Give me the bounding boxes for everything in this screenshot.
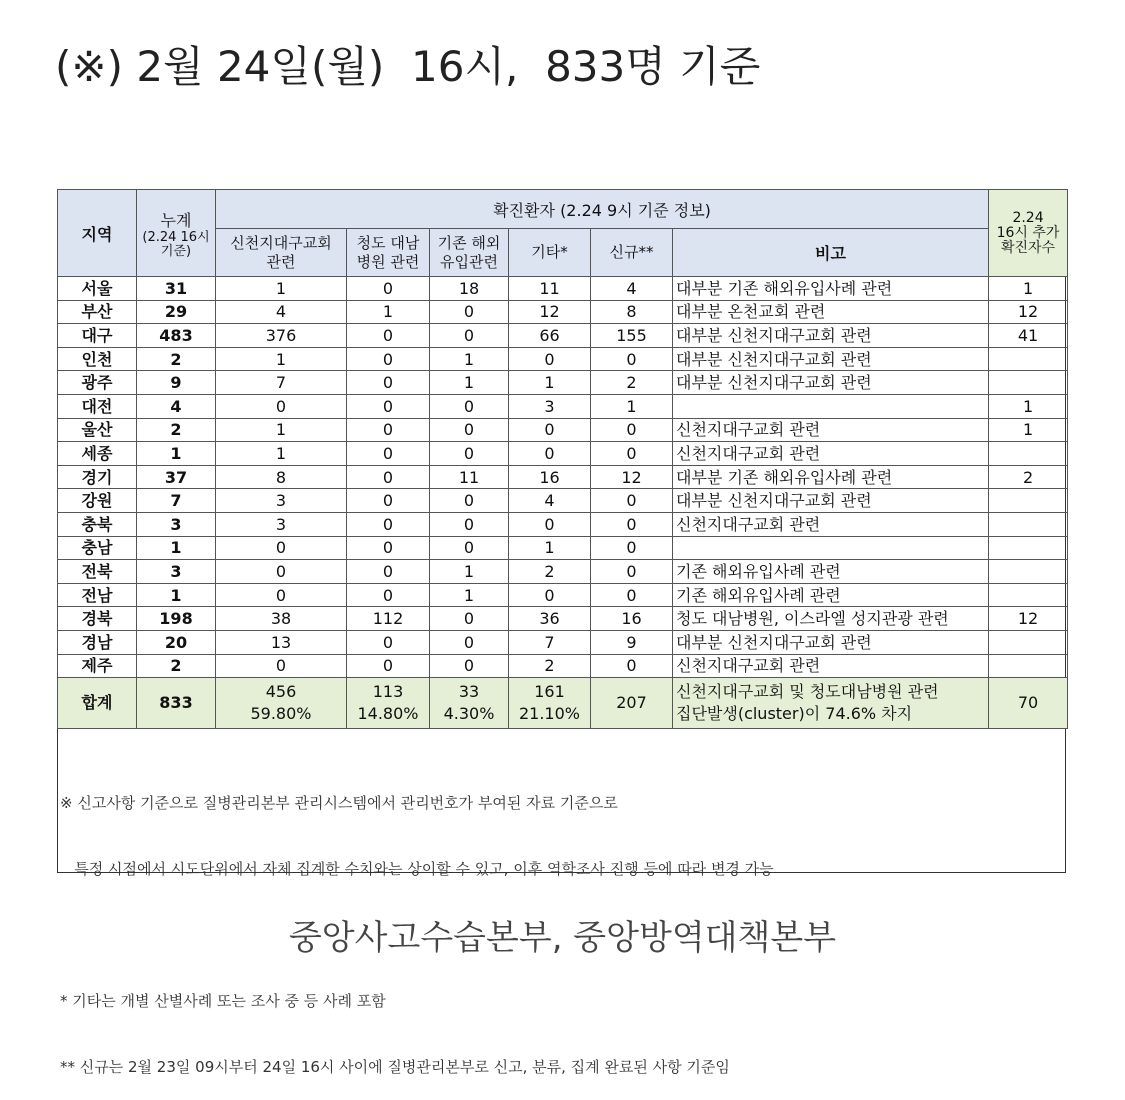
cell-note: 대부분 신천지대구교회 관련 — [673, 489, 989, 513]
cell-other: 2 — [509, 654, 591, 678]
cell-region: 충남 — [58, 536, 137, 560]
cell-shincheonji: 1 — [216, 277, 347, 301]
cell-total: 37 — [137, 465, 216, 489]
cell-added — [989, 489, 1068, 513]
cell-note: 신천지대구교회 관련 — [673, 654, 989, 678]
cell-cheongdo: 0 — [347, 347, 430, 371]
cell-added — [989, 630, 1068, 654]
cell-region: 제주 — [58, 654, 137, 678]
cell-note: 기존 해외유입사례 관련 — [673, 560, 989, 584]
cell-region: 대구 — [58, 324, 137, 348]
cell-overseas: 18 — [430, 277, 509, 301]
cell-added: 12 — [989, 607, 1068, 631]
cell-total: 2 — [137, 654, 216, 678]
cell-note: 신천지대구교회 관련 — [673, 442, 989, 466]
cell-added — [989, 347, 1068, 371]
cell-other: 36 — [509, 607, 591, 631]
table-row — [58, 347, 1068, 371]
cell-new: 0 — [591, 560, 673, 584]
cell-new: 155 — [591, 324, 673, 348]
cell-added: 1 — [989, 418, 1068, 442]
cell-overseas: 0 — [430, 300, 509, 324]
cell-region: 전북 — [58, 560, 137, 584]
header-col-other: 기타* — [509, 229, 591, 277]
table-row — [58, 512, 1068, 536]
cell-new: 16 — [591, 607, 673, 631]
cell-note: 대부분 온천교회 관련 — [673, 300, 989, 324]
cell-cheongdo: 0 — [347, 630, 430, 654]
cell-new: 0 — [591, 418, 673, 442]
cell-note: 신천지대구교회 관련 — [673, 418, 989, 442]
sum-overseas: 33 4.30% — [430, 678, 509, 729]
cell-region: 충북 — [58, 512, 137, 536]
table-row — [58, 583, 1068, 607]
cell-other: 11 — [509, 277, 591, 301]
header-col-new: 신규** — [591, 229, 673, 277]
cell-other: 0 — [509, 442, 591, 466]
cell-total: 483 — [137, 324, 216, 348]
cell-total: 2 — [137, 347, 216, 371]
cell-other: 1 — [509, 536, 591, 560]
sum-added: 70 — [989, 678, 1068, 729]
cell-shincheonji: 0 — [216, 560, 347, 584]
cell-added: 1 — [989, 277, 1068, 301]
cell-other: 4 — [509, 489, 591, 513]
cell-new: 9 — [591, 630, 673, 654]
cell-note: 대부분 기존 해외유입사례 관련 — [673, 465, 989, 489]
cell-overseas: 0 — [430, 536, 509, 560]
cell-note: 기존 해외유입사례 관련 — [673, 583, 989, 607]
cell-note: 신천지대구교회 관련 — [673, 512, 989, 536]
cell-shincheonji: 1 — [216, 442, 347, 466]
cell-other: 2 — [509, 560, 591, 584]
cell-region: 부산 — [58, 300, 137, 324]
cell-overseas: 0 — [430, 324, 509, 348]
cell-shincheonji: 1 — [216, 418, 347, 442]
cell-other: 1 — [509, 371, 591, 395]
cell-new: 0 — [591, 654, 673, 678]
cell-shincheonji: 0 — [216, 654, 347, 678]
cell-shincheonji: 0 — [216, 583, 347, 607]
cell-overseas: 0 — [430, 418, 509, 442]
header-col-shincheonji: 신천지대구교회 관련 — [216, 229, 347, 277]
table-sum-row — [58, 678, 1068, 729]
cell-note: 대부분 신천지대구교회 관련 — [673, 324, 989, 348]
cell-shincheonji: 0 — [216, 536, 347, 560]
cell-total: 198 — [137, 607, 216, 631]
cell-other: 3 — [509, 394, 591, 418]
cell-shincheonji: 7 — [216, 371, 347, 395]
cell-shincheonji: 376 — [216, 324, 347, 348]
cell-total: 1 — [137, 583, 216, 607]
cell-overseas: 0 — [430, 512, 509, 536]
cell-note: 대부분 신천지대구교회 관련 — [673, 630, 989, 654]
footnote-line: ** 신규는 2월 23일 09시부터 24일 16시 사이에 질병관리본부로 신고, 분류, 집계 완료된 사항 기준임 — [60, 1058, 730, 1076]
cell-region: 울산 — [58, 418, 137, 442]
cell-shincheonji: 13 — [216, 630, 347, 654]
table-row — [58, 607, 1068, 631]
cell-added — [989, 536, 1068, 560]
header-total — [137, 190, 216, 277]
cell-other: 0 — [509, 512, 591, 536]
cell-region: 세종 — [58, 442, 137, 466]
cell-note: 대부분 신천지대구교회 관련 — [673, 371, 989, 395]
cell-cheongdo: 0 — [347, 583, 430, 607]
cell-total: 3 — [137, 560, 216, 584]
cell-added — [989, 442, 1068, 466]
cell-total: 20 — [137, 630, 216, 654]
cell-new: 12 — [591, 465, 673, 489]
cell-new: 2 — [591, 371, 673, 395]
header-col-overseas: 기존 해외 유입관련 — [430, 229, 509, 277]
cell-note: 청도 대남병원, 이스라엘 성지관광 관련 — [673, 607, 989, 631]
cell-note — [673, 394, 989, 418]
header-confirmed-label: 확진환자 — [493, 200, 555, 220]
table-row — [58, 489, 1068, 513]
cell-note: 대부분 기존 해외유입사례 관련 — [673, 277, 989, 301]
cell-other: 12 — [509, 300, 591, 324]
cell-total: 1 — [137, 536, 216, 560]
cell-shincheonji: 1 — [216, 347, 347, 371]
cell-shincheonji: 3 — [216, 512, 347, 536]
cell-overseas: 1 — [430, 583, 509, 607]
cell-new: 0 — [591, 583, 673, 607]
table-row — [58, 324, 1068, 348]
sum-shincheonji: 456 59.80% — [216, 678, 347, 729]
cell-shincheonji: 3 — [216, 489, 347, 513]
cell-cheongdo: 0 — [347, 560, 430, 584]
cell-other: 0 — [509, 347, 591, 371]
table-row — [58, 442, 1068, 466]
table-row — [58, 300, 1068, 324]
table-row — [58, 630, 1068, 654]
cell-other: 0 — [509, 583, 591, 607]
cell-overseas: 11 — [430, 465, 509, 489]
cell-region: 인천 — [58, 347, 137, 371]
cell-new: 8 — [591, 300, 673, 324]
table-row — [58, 394, 1068, 418]
sum-new: 207 — [591, 678, 673, 729]
header-confirmed-sub: (2.24 9시 기준 정보) — [560, 200, 711, 220]
header-confirmed — [216, 190, 989, 229]
cell-cheongdo: 112 — [347, 607, 430, 631]
cell-cheongdo: 1 — [347, 300, 430, 324]
cell-note — [673, 536, 989, 560]
cell-added — [989, 654, 1068, 678]
cell-region: 광주 — [58, 371, 137, 395]
cell-added: 41 — [989, 324, 1068, 348]
cell-total: 4 — [137, 394, 216, 418]
cell-overseas: 0 — [430, 394, 509, 418]
cell-total: 9 — [137, 371, 216, 395]
cell-other: 66 — [509, 324, 591, 348]
source-footer: 중앙사고수습본부, 중앙방역대책본부 — [288, 918, 837, 958]
cell-total: 31 — [137, 277, 216, 301]
cell-cheongdo: 0 — [347, 324, 430, 348]
cell-total: 1 — [137, 442, 216, 466]
cell-other: 0 — [509, 418, 591, 442]
sum-total: 833 — [137, 678, 216, 729]
table-row — [58, 277, 1068, 301]
status-table — [57, 189, 1068, 729]
cell-added — [989, 371, 1068, 395]
cell-shincheonji: 8 — [216, 465, 347, 489]
header-total-sub: (2.24 16시 기준) — [142, 229, 210, 259]
cell-new: 0 — [591, 442, 673, 466]
cell-overseas: 0 — [430, 607, 509, 631]
cell-region: 경북 — [58, 607, 137, 631]
table-row — [58, 465, 1068, 489]
table-row — [58, 560, 1068, 584]
cell-total: 3 — [137, 512, 216, 536]
table-row — [58, 418, 1068, 442]
cell-shincheonji: 0 — [216, 394, 347, 418]
cell-cheongdo: 0 — [347, 654, 430, 678]
footnote-line: 특정 시점에서 시도단위에서 자체 집계한 수치와는 상이할 수 있고, 이후 역학조사 진행 등에 따라 변경 가능 — [60, 860, 774, 878]
cell-region: 강원 — [58, 489, 137, 513]
cell-added — [989, 583, 1068, 607]
cell-overseas: 0 — [430, 489, 509, 513]
cell-overseas: 0 — [430, 654, 509, 678]
header-region: 지역 — [58, 190, 137, 277]
cell-cheongdo: 0 — [347, 512, 430, 536]
cell-new: 0 — [591, 489, 673, 513]
sum-other: 161 21.10% — [509, 678, 591, 729]
cell-shincheonji: 4 — [216, 300, 347, 324]
cell-cheongdo: 0 — [347, 442, 430, 466]
page-title: (※) 2월 24일(월) 16시, 833명 기준 — [55, 42, 761, 91]
cell-region: 대전 — [58, 394, 137, 418]
table-row — [58, 654, 1068, 678]
footnote-line: * 기타는 개별 산별사례 또는 조사 중 등 사례 포함 — [60, 992, 386, 1010]
cell-new: 1 — [591, 394, 673, 418]
cell-cheongdo: 0 — [347, 418, 430, 442]
cell-total: 29 — [137, 300, 216, 324]
cell-note: 대부분 신천지대구교회 관련 — [673, 347, 989, 371]
cell-cheongdo: 0 — [347, 465, 430, 489]
cell-region: 경기 — [58, 465, 137, 489]
header-note: 비고 — [673, 229, 989, 277]
header-col-cheongdo: 청도 대남 병원 관련 — [347, 229, 430, 277]
footnote-line: ※ 신고사항 기준으로 질병관리본부 관리시스템에서 관리번호가 부여된 자료 기준으로 — [60, 794, 618, 812]
cell-overseas: 1 — [430, 560, 509, 584]
sum-region: 합계 — [58, 678, 137, 729]
header-total-label: 누계 — [160, 210, 192, 230]
cell-overseas: 1 — [430, 371, 509, 395]
cell-cheongdo: 0 — [347, 371, 430, 395]
table-row — [58, 536, 1068, 560]
cell-other: 16 — [509, 465, 591, 489]
cell-added: 2 — [989, 465, 1068, 489]
cell-other: 7 — [509, 630, 591, 654]
cell-overseas: 1 — [430, 347, 509, 371]
sum-note: 신천지대구교회 및 청도대남병원 관련 집단발생(cluster)이 74.6% 차지 — [673, 678, 989, 729]
cell-new: 0 — [591, 347, 673, 371]
table-row — [58, 371, 1068, 395]
cell-cheongdo: 0 — [347, 489, 430, 513]
cell-cheongdo: 0 — [347, 394, 430, 418]
cell-shincheonji: 38 — [216, 607, 347, 631]
cell-region: 경남 — [58, 630, 137, 654]
cell-cheongdo: 0 — [347, 277, 430, 301]
cell-new: 0 — [591, 512, 673, 536]
cell-added — [989, 560, 1068, 584]
cell-added — [989, 512, 1068, 536]
cell-added: 1 — [989, 394, 1068, 418]
cell-overseas: 0 — [430, 442, 509, 466]
cell-added: 12 — [989, 300, 1068, 324]
sum-cheongdo: 113 14.80% — [347, 678, 430, 729]
cell-overseas: 0 — [430, 630, 509, 654]
header-added: 2.24 16시 추가 확진자수 — [989, 190, 1068, 277]
cell-total: 7 — [137, 489, 216, 513]
cell-cheongdo: 0 — [347, 536, 430, 560]
cell-new: 4 — [591, 277, 673, 301]
cell-total: 2 — [137, 418, 216, 442]
cell-new: 0 — [591, 536, 673, 560]
cell-region: 전남 — [58, 583, 137, 607]
cell-region: 서울 — [58, 277, 137, 301]
